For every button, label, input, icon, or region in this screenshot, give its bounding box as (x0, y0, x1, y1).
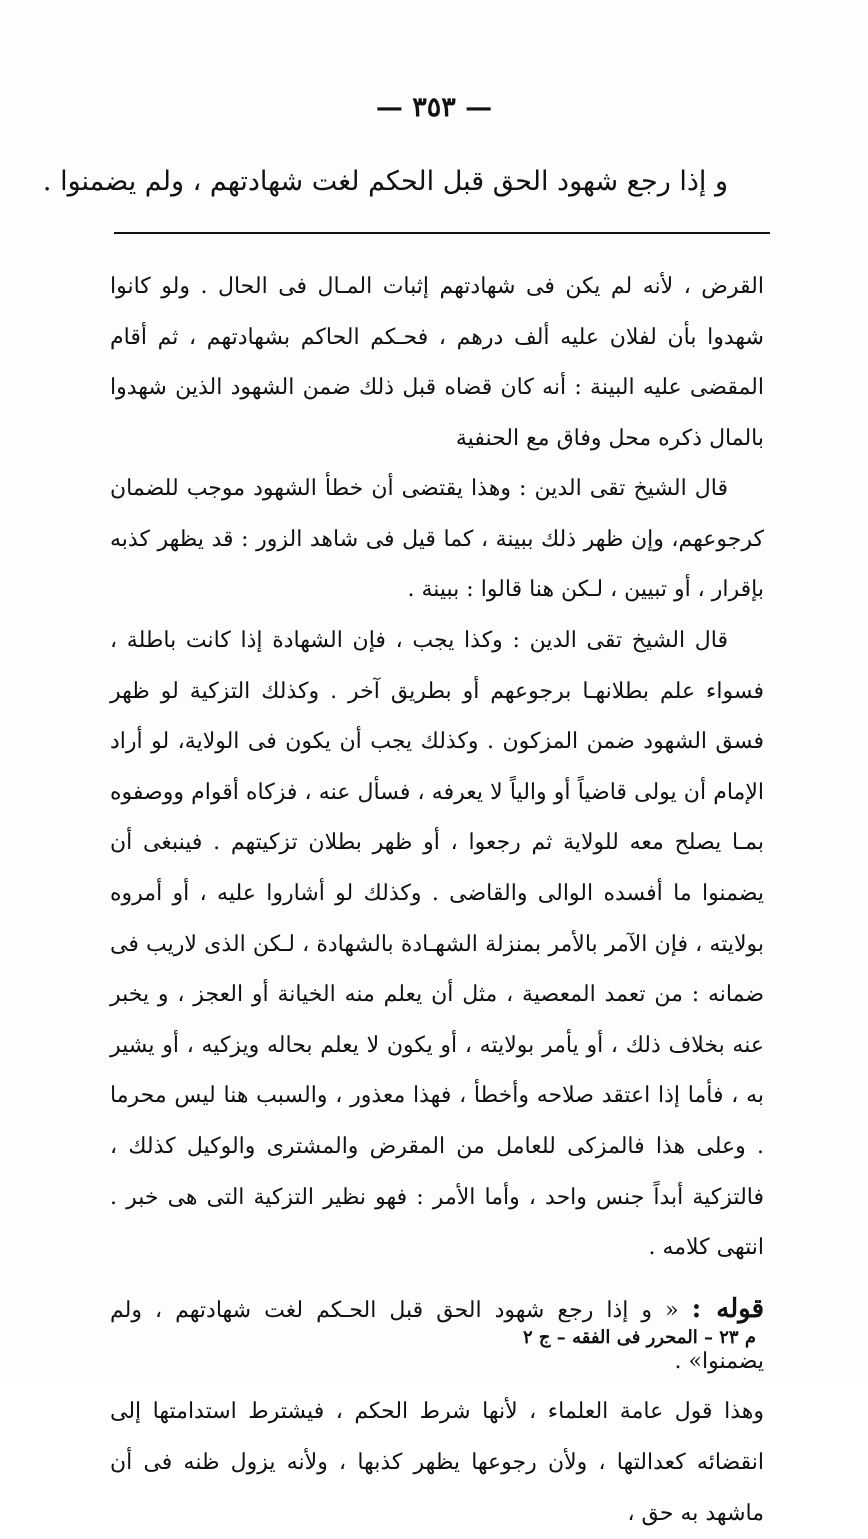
commentary-paragraph: قال الشيخ تقى الدين : وهذا يقتضى أن خطأ الشهود موجب للضمان كرجوعهم، وإن ظهر ذلك ببينة ، كما قيل فى شاهد الزور : قد يظهر كذبه بإقرار ، أو تبيين ، لـكن هنا قالوا : ببينة . (110, 476, 764, 603)
quoted-matn: « و إذا رجع شهود الحق قبل الحـكم لغت شهادتهم ، ولم يضمنوا» . (110, 1297, 764, 1374)
commentary-paragraph: قال الشيخ تقى الدين : وكذا يجب ، فإن الشهادة إذا كانت باطلة ، فسواء علم بطلانهـا برجوعهم أو بطريق آخر . وكذلك التزكية لو ظهر فسق الشهود ضمن المزكون . وكذلك يجب أن يكون فى الولاية، لو أراد الإمام أن يولى قاضياً أو والياً لا يعرفه ، فسأل عنه ، فزكاه أقوام ووصفوه بمـا يصلح معه للولاية ثم رجعوا ، أو ظهر بطلان تزكيتهم . فينبغى أن يضمنوا ما أفسده الوالى والقاضى . وكذلك لو أشاروا عليه ، أو أمروه بولايته ، فإن الآمر بالأمر بمنزلة الشهـادة بالشهادة ، لـكن الذى لاريب فى ضمانه : من تعمد المعصية ، مثل أن يعلم منه الخيانة أو العجز ، و يخبر عنه بخلاف ذلك ، أو يأمر بولايته ، أو يكون لا يعلم بحاله ويزكيه ، أو يشير به ، فأما إذا اعتقد صلاحه وأخطأ ، فهذا معذور ، والسبب هنا ليس محرما . وعلى هذا فالمزكى للعامل من المقرض والمشترى والوكيل كذلك ، فالتزكية أبداً جنس واحد ، وأما الأمر : فهو نظير التزكية التى هى خبر . انتهى كلامه . (110, 628, 764, 1261)
separator-rule (114, 232, 770, 234)
commentary-paragraph: القرض ، لأنه لم يكن فى شهادتهم إثبات المـال فى الحال . ولو كانوا شهدوا بأن لفلان عليه ألف درهم ، فحـكم الحاكم بشهادتهم ، ثم أقام المقضى عليه البينة : أنه كان قضاه قبل ذلك ضمن الشهود الذين شهدوا بالمال ذكره محل وفاق مع الحنفية (110, 274, 764, 451)
page-number: — ٣٥٣ — (375, 92, 493, 123)
commentary-paragraph: وهذا قول عامة العلماء ، لأنها شرط الحكم ، فيشترط استدامتها إلى انقضائه كعدالتها ، ولأن رجوعها يظهر كذبها ، ولأنه يزول ظنه فى أن ماشهد به حق ، (110, 1399, 764, 1526)
matn-text: و إذا رجع شهود الحق قبل الحكم لغت شهادتهم ، ولم يضمنوا . (42, 166, 728, 197)
footer-signature: م ٢٣ – المحرر فى الفقه – ج ٢ (522, 1327, 756, 1348)
quote-lead-word: قوله : (691, 1293, 765, 1324)
